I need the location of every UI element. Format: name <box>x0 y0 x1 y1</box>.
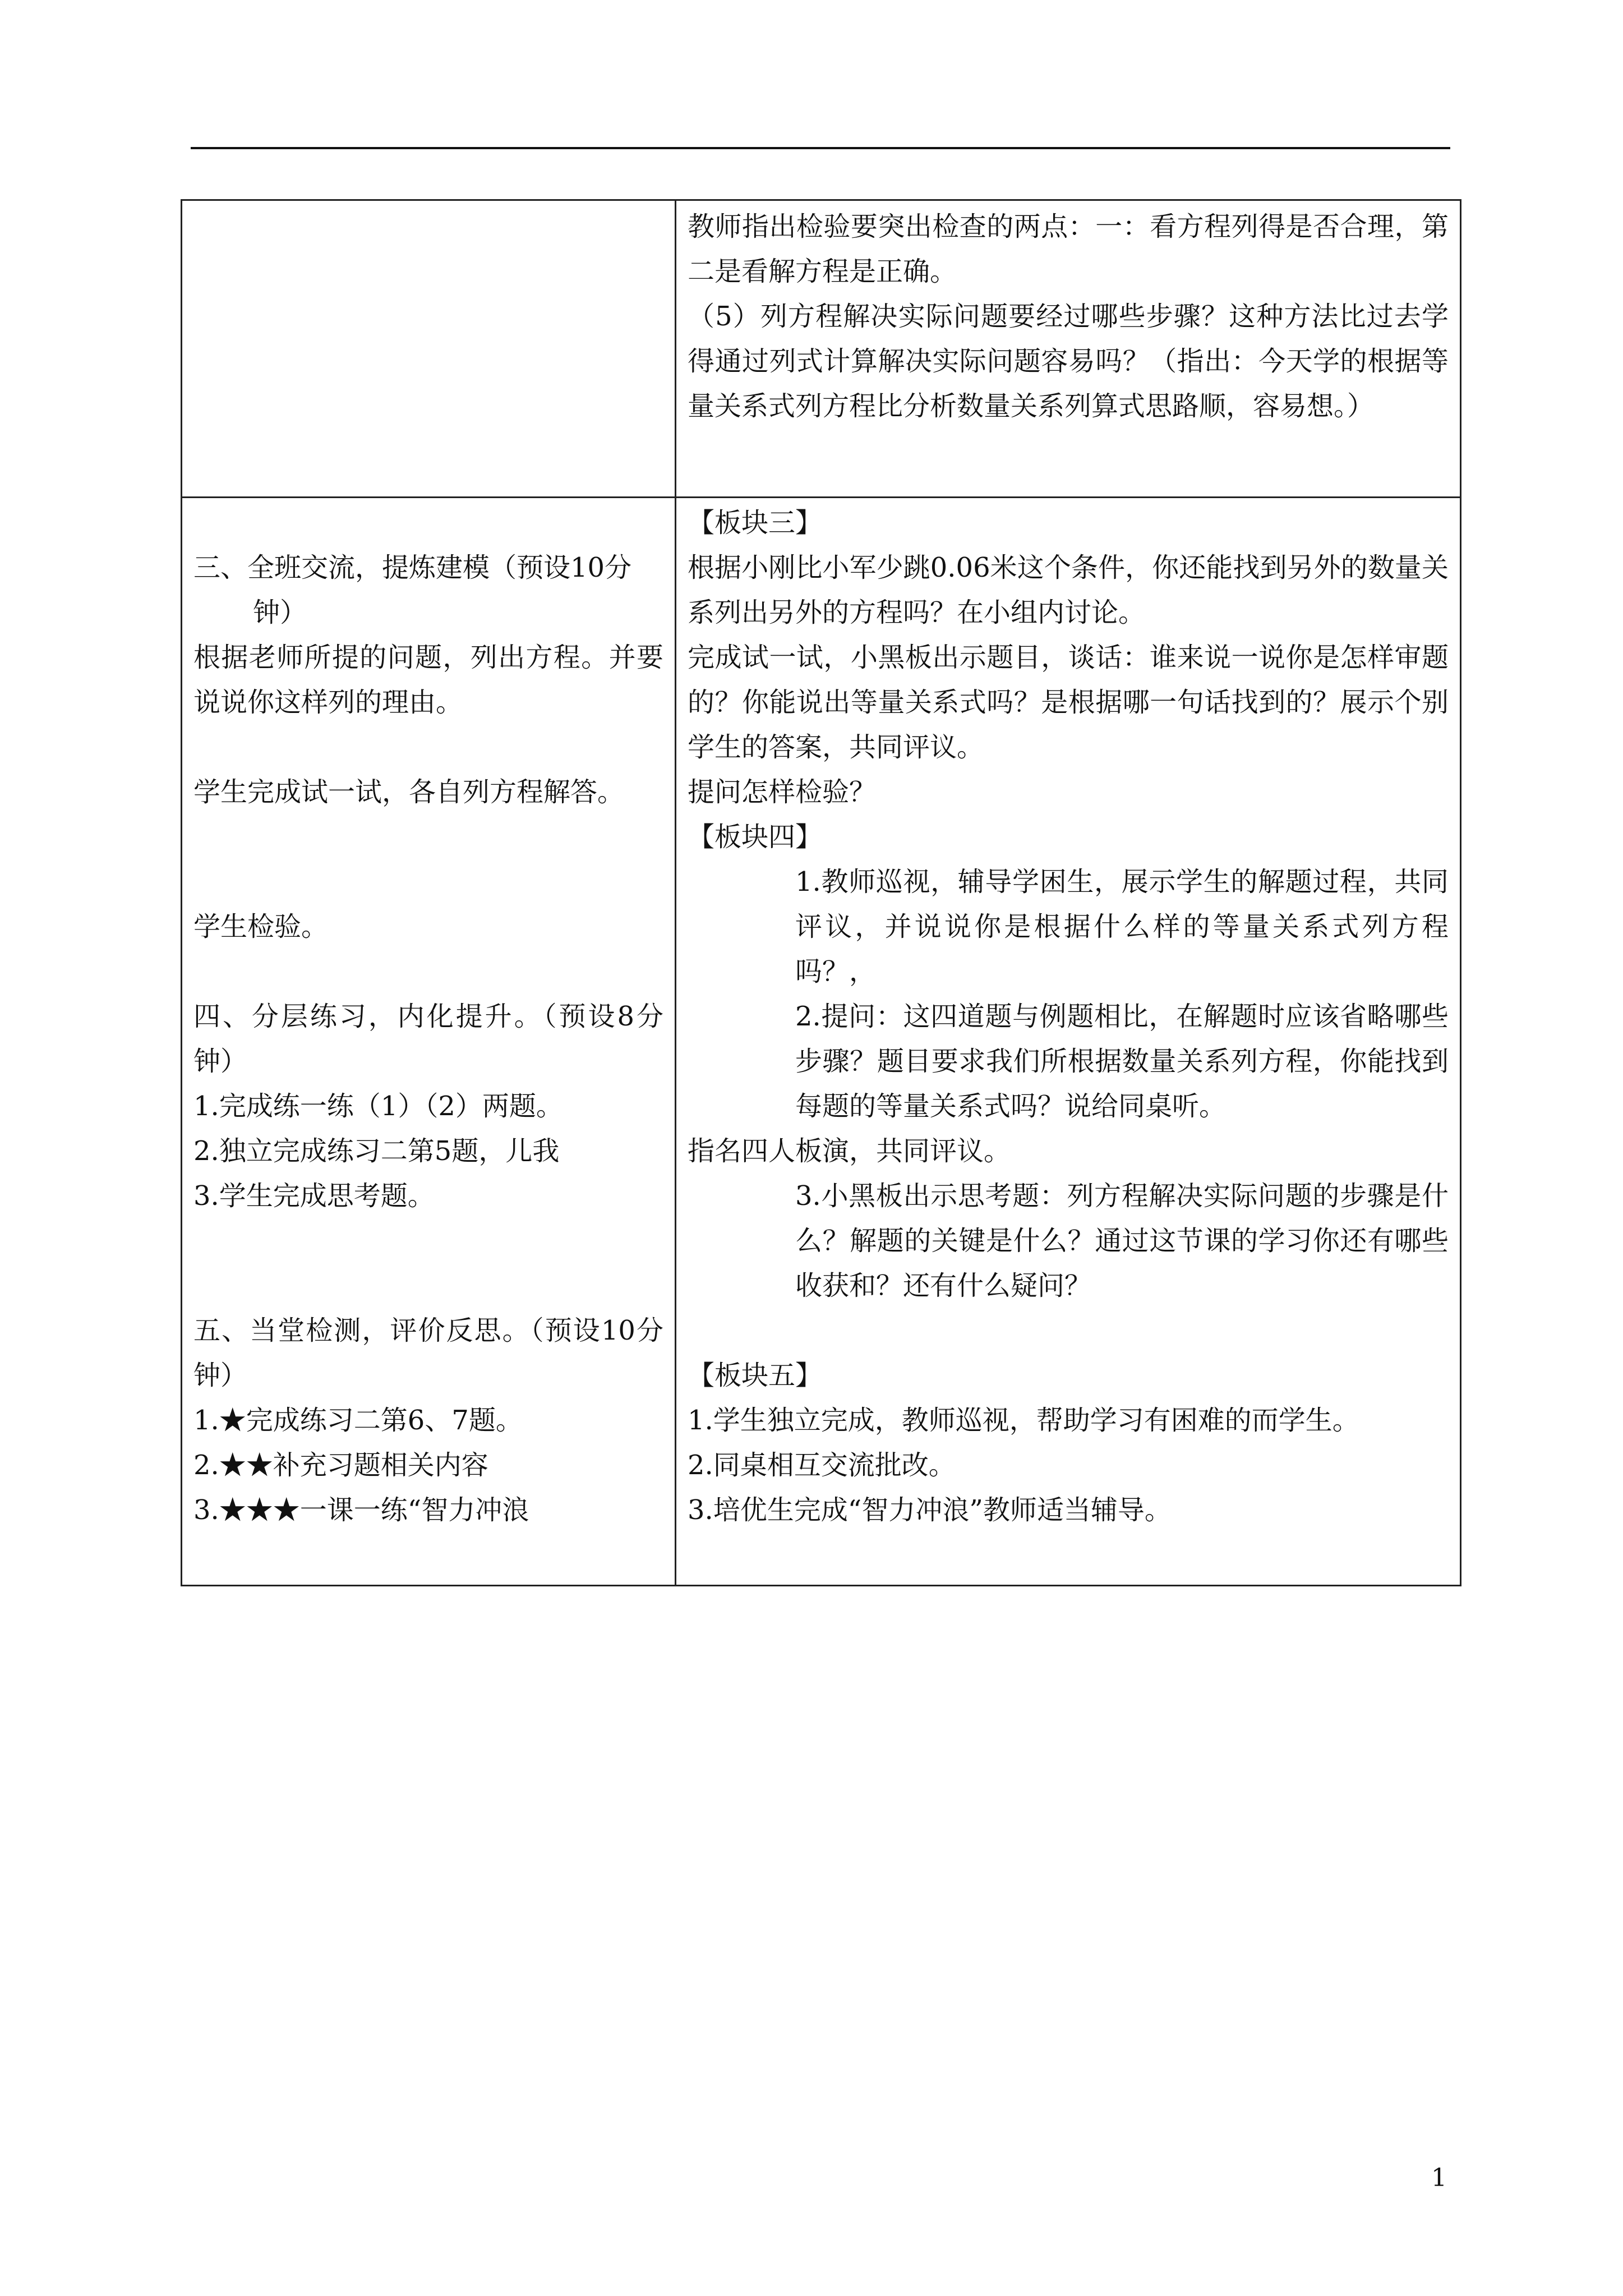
page-number: 1 <box>1431 2164 1447 2192</box>
section5-title: 五、当堂检测，评价反思。（预设10分钟） <box>193 1315 663 1391</box>
teacher-activity-cell <box>676 200 1461 498</box>
block3-heading: 【板块三】 <box>688 507 823 539</box>
lesson-plan-table <box>181 199 1461 1586</box>
list-item: 2.★★补充习题相关内容 <box>193 1450 488 1481</box>
list-item: 1.学生独立完成，教师巡视，帮助学习有困难的而学生。 <box>688 1405 1359 1436</box>
block3-paragraph: 根据小刚比小军少跳0.06米这个条件，你还能找到另外的数量关系列出另外的方程吗？在小组内讨论。 <box>688 552 1449 628</box>
block3-question: 提问怎样检验？ <box>688 776 877 808</box>
block5-heading: 【板块五】 <box>688 1360 823 1391</box>
table-row <box>182 498 1461 1586</box>
section3-title-cont: 钟） <box>253 597 307 628</box>
header-rule <box>191 147 1450 149</box>
list-item: 1.★完成练习二第6、7题。 <box>193 1405 523 1436</box>
list-item: 1.完成练一练（1）（2）两题。 <box>193 1091 563 1122</box>
block4-note: 指名四人板演，共同评议。 <box>688 1135 1011 1167</box>
list-item: 1.教师巡视，辅导学困生，展示学生的解题过程，共同评议，并说说你是根据什么样的等量关系式列方程吗？， <box>795 866 1449 987</box>
list-item: 3.培优生完成“智力冲浪”教师适当辅导。 <box>688 1494 1172 1526</box>
check-note: 教师指出检验要突出检查的两点：一：看方程列得是否合理，第二是看解方程是正确。 <box>688 211 1449 287</box>
student-activity-cell <box>182 498 676 1586</box>
list-item: 3.★★★一课一练“智力冲浪 <box>193 1494 529 1526</box>
block4-heading: 【板块四】 <box>688 821 823 853</box>
section3-try: 学生完成试一试，各自列方程解答。 <box>193 776 625 808</box>
section3-task: 根据老师所提的问题，列出方程。并要说说你这样列的理由。 <box>193 642 663 718</box>
table-row <box>182 200 1461 498</box>
steps-question: （5）列方程解决实际问题要经过哪些步骤？这种方法比过去学得通过列式计算解决实际问题容易吗？（指出：今天学的根据等量关系式列方程比分析数量关系列算式思路顺，容易想。） <box>688 301 1449 422</box>
teacher-activity-cell <box>676 498 1461 1586</box>
list-item: 2.提问：这四道题与例题相比，在解题时应该省略哪些步骤？题目要求我们所根据数量关系列方程，你能找到每题的等量关系式吗？说给同桌听。 <box>795 1001 1449 1122</box>
block3-paragraph: 完成试一试，小黑板出示题目，谈话：谁来说一说你是怎样审题的？你能说出等量关系式吗？是根据哪一句话找到的？展示个别学生的答案，共同评议。 <box>688 642 1449 763</box>
section4-title: 四、分层练习，内化提升。（预设8分钟） <box>193 1001 663 1077</box>
list-item: 3.小黑板出示思考题：列方程解决实际问题的步骤是什么？解题的关键是什么？通过这节课的学习你还有哪些收获和？还有什么疑问？ <box>795 1180 1449 1301</box>
list-item: 2.独立完成练习二第5题，儿我 <box>193 1135 560 1167</box>
section3-title: 三、全班交流，提炼建模（预设10分 <box>193 552 632 583</box>
list-item: 3.学生完成思考题。 <box>193 1180 435 1212</box>
section3-check: 学生检验。 <box>193 911 329 942</box>
list-item: 2.同桌相互交流批改。 <box>688 1450 956 1481</box>
student-activity-cell <box>182 200 676 498</box>
